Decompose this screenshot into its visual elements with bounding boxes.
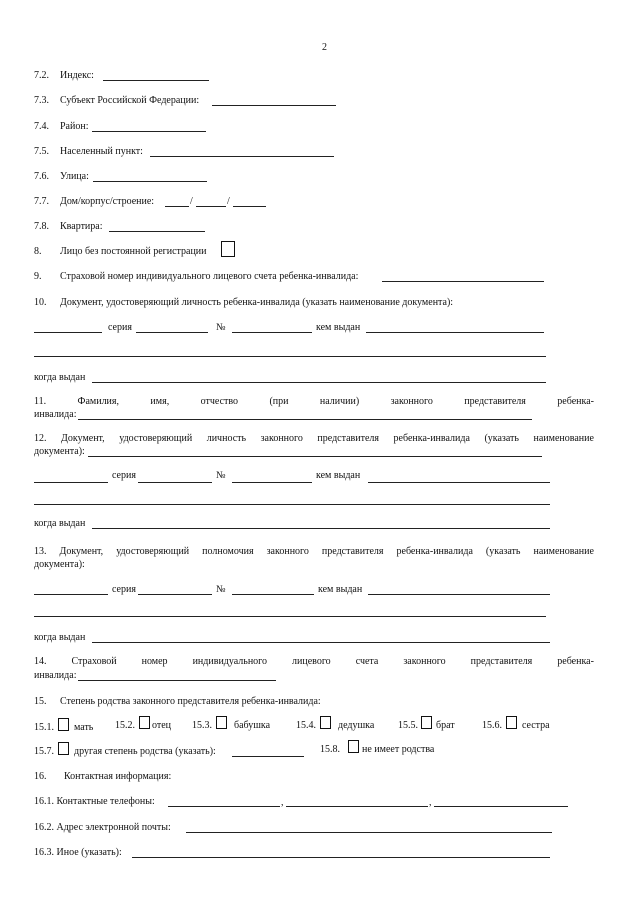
- phone-field-1[interactable]: [168, 806, 280, 807]
- representative-snils-field[interactable]: [78, 680, 276, 681]
- kin-label: не имеет родства: [362, 744, 435, 755]
- field-label: Контактная информация:: [64, 771, 172, 782]
- kin-number: 15.4.: [296, 720, 316, 731]
- phone-field-2[interactable]: [286, 806, 428, 807]
- number-label: №: [216, 584, 226, 595]
- kin-number: 15.2.: [115, 720, 135, 731]
- field-label: Страховой номер индивидуального лицевого счета ребенка-инвалида:: [60, 271, 359, 282]
- field-label: Документ, удостоверяющий личность ребенка-инвалида (указать наименование документа):: [60, 297, 454, 308]
- item-13-heading: 13. Документ, удостоверяющий полномочия законного представителя ребенка-инвалида (указать наименование: [34, 546, 594, 557]
- item-14-heading: 14. Страховой номер индивидуального лицевого счета законного представителя ребенка-: [34, 656, 594, 667]
- kin-number: 15.6.: [482, 720, 502, 731]
- representative-name-field[interactable]: [78, 419, 532, 420]
- structure-field[interactable]: [233, 206, 266, 207]
- item-number: 7.7.: [34, 196, 49, 207]
- field-label: 16.1. Контактные телефоны:: [34, 796, 155, 807]
- issued-when-label: когда выдан: [34, 632, 86, 643]
- authority-document-issued-by-line2[interactable]: [34, 616, 546, 617]
- issued-when-label: когда выдан: [34, 372, 86, 383]
- kin-number: 15.8.: [320, 744, 340, 755]
- region-field[interactable]: [212, 105, 336, 106]
- kin-label: брат: [436, 720, 455, 731]
- separator: ,: [429, 797, 432, 808]
- rep-document-type-field[interactable]: [34, 482, 108, 483]
- issued-when-label: когда выдан: [34, 518, 86, 529]
- authority-document-series-field[interactable]: [138, 594, 212, 595]
- email-field[interactable]: [186, 832, 552, 833]
- authority-document-issued-when-field[interactable]: [92, 642, 550, 643]
- field-label: Населенный пункт:: [60, 146, 143, 157]
- field-label: Дом/корпус/строение:: [60, 196, 155, 207]
- kin-number: 15.5.: [398, 720, 418, 731]
- issued-by-label: кем выдан: [316, 470, 361, 481]
- issued-by-label: кем выдан: [318, 584, 363, 595]
- field-label: Улица:: [60, 171, 89, 182]
- kin-label: дедушка: [338, 720, 375, 731]
- item-number: 8.: [34, 246, 42, 257]
- rep-document-issued-when-field[interactable]: [92, 528, 550, 529]
- item-number: 7.4.: [34, 121, 49, 132]
- kin-other-field[interactable]: [232, 756, 304, 757]
- item-12-heading: 12. Документ, удостоверяющий личность законного представителя ребенка-инвалида (указать наименование: [34, 433, 594, 444]
- street-field[interactable]: [93, 181, 207, 182]
- field-label: Субъект Российской Федерации:: [60, 95, 200, 106]
- separator: /: [227, 196, 230, 207]
- field-label: инвалида:: [34, 409, 77, 420]
- item-number: 7.2.: [34, 70, 49, 81]
- separator: /: [190, 196, 193, 207]
- kin-sister-checkbox[interactable]: [506, 716, 517, 729]
- item-number: 7.5.: [34, 146, 49, 157]
- kin-label: бабушка: [234, 720, 271, 731]
- document-name-field[interactable]: [34, 332, 102, 333]
- locality-field[interactable]: [150, 156, 334, 157]
- field-label: Район:: [60, 121, 89, 132]
- series-label: серия: [112, 584, 136, 595]
- item-11-heading: 11. Фамилия, имя, отчество (при наличии) законного представителя ребенка-: [34, 396, 594, 407]
- document-issued-when-field[interactable]: [92, 382, 546, 383]
- field-label: документа):: [34, 446, 85, 457]
- item-number: 7.8.: [34, 221, 49, 232]
- item-number: 9.: [34, 271, 42, 282]
- apartment-field[interactable]: [109, 231, 205, 232]
- field-label: Степень родства законного представителя ребенка-инвалида:: [60, 696, 321, 707]
- kin-label: другая степень родства (указать):: [74, 746, 216, 757]
- kin-label: сестра: [522, 720, 550, 731]
- field-label: 16.3. Иное (указать):: [34, 847, 122, 858]
- authority-document-name-field[interactable]: [34, 594, 108, 595]
- kin-other-checkbox[interactable]: [58, 742, 69, 755]
- field-label: документа):: [34, 559, 85, 570]
- no-registration-checkbox[interactable]: [221, 241, 235, 257]
- item-number: 15.: [34, 696, 47, 707]
- kin-grandmother-checkbox[interactable]: [216, 716, 227, 729]
- authority-document-issued-by-field[interactable]: [368, 594, 550, 595]
- rep-document-issued-by-field[interactable]: [368, 482, 550, 483]
- separator: ,: [281, 797, 284, 808]
- document-number-field[interactable]: [232, 332, 312, 333]
- phone-field-3[interactable]: [434, 806, 568, 807]
- page-number: 2: [322, 42, 327, 53]
- kin-number: 15.7.: [34, 746, 54, 757]
- authority-document-number-field[interactable]: [232, 594, 314, 595]
- field-label: Квартира:: [60, 221, 103, 232]
- field-label: инвалида:: [34, 670, 77, 681]
- kin-mother-checkbox[interactable]: [58, 718, 69, 731]
- item-number: 16.: [34, 771, 47, 782]
- kin-grandfather-checkbox[interactable]: [320, 716, 331, 729]
- document-issued-by-field[interactable]: [366, 332, 544, 333]
- kin-number: 15.3.: [192, 720, 212, 731]
- child-snils-field[interactable]: [382, 281, 544, 282]
- kin-label: мать: [74, 722, 94, 733]
- issued-by-label: кем выдан: [316, 322, 361, 333]
- series-label: серия: [108, 322, 132, 333]
- rep-document-series-field[interactable]: [138, 482, 212, 483]
- rep-document-issued-by-line2[interactable]: [34, 504, 550, 505]
- building-field[interactable]: [196, 206, 226, 207]
- index-field[interactable]: [103, 80, 209, 81]
- number-label: №: [216, 470, 226, 481]
- district-field[interactable]: [92, 131, 206, 132]
- document-issued-by-line2[interactable]: [34, 356, 546, 357]
- series-label: серия: [112, 470, 136, 481]
- other-contact-field[interactable]: [132, 857, 550, 858]
- kin-brother-checkbox[interactable]: [421, 716, 432, 729]
- house-field[interactable]: [165, 206, 189, 207]
- kin-label: отец: [152, 720, 172, 731]
- kin-father-checkbox[interactable]: [139, 716, 150, 729]
- field-label: Индекс:: [60, 70, 94, 81]
- kin-none-checkbox[interactable]: [348, 740, 359, 753]
- kin-number: 15.1.: [34, 722, 54, 733]
- field-label: 16.2. Адрес электронной почты:: [34, 822, 171, 833]
- field-label: Лицо без постоянной регистрации: [60, 246, 207, 257]
- rep-document-number-field[interactable]: [232, 482, 312, 483]
- item-number: 10.: [34, 297, 47, 308]
- number-label: №: [216, 322, 226, 333]
- item-number: 7.3.: [34, 95, 49, 106]
- item-number: 7.6.: [34, 171, 49, 182]
- document-series-field[interactable]: [136, 332, 208, 333]
- rep-document-name-field[interactable]: [88, 456, 542, 457]
